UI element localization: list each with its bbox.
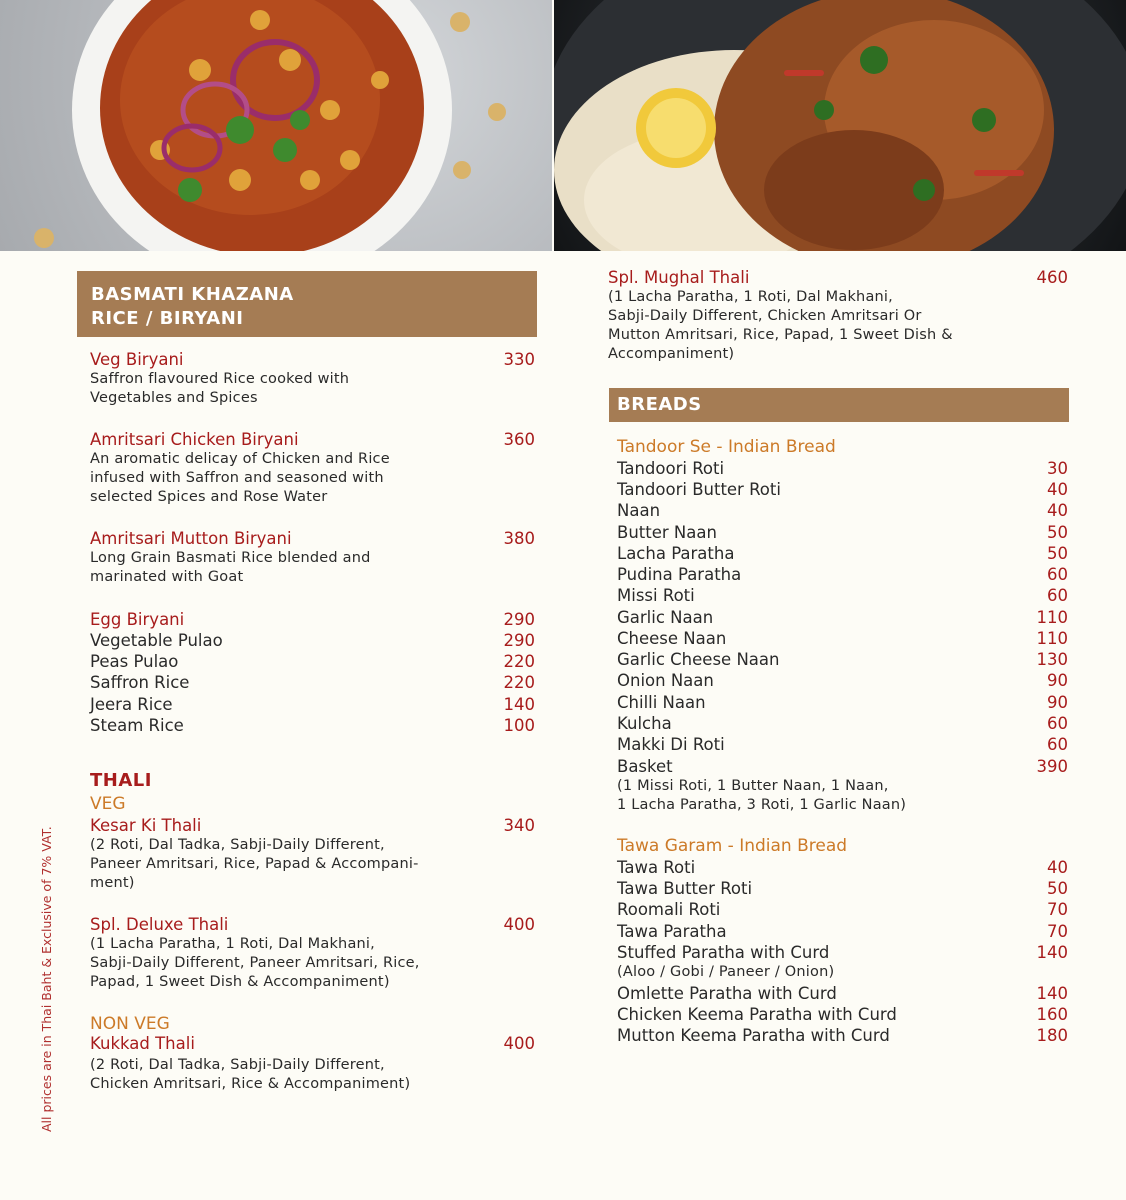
menu-item xyxy=(617,522,1068,543)
item-name: Basket xyxy=(617,757,673,776)
menu-item xyxy=(617,458,1068,479)
item-price: 400 xyxy=(503,915,535,934)
item-name: Chilli Naan xyxy=(617,693,706,712)
item-price: 290 xyxy=(503,610,535,629)
item-name: Stuffed Paratha with Curd xyxy=(617,943,830,962)
item-price: 50 xyxy=(1047,879,1068,898)
desc-line: (1 Missi Roti, 1 Butter Naan, 1 Naan, xyxy=(617,778,889,794)
item-price: 360 xyxy=(503,430,535,449)
menu-item xyxy=(617,585,1068,606)
item-price: 60 xyxy=(1047,714,1068,733)
item-name: Butter Naan xyxy=(617,523,717,542)
item-price: 130 xyxy=(1036,650,1068,669)
item-price: 40 xyxy=(1047,501,1068,520)
item-price: 140 xyxy=(503,695,535,714)
menu-item xyxy=(617,857,1068,878)
menu-item xyxy=(90,630,535,651)
item-price: 70 xyxy=(1047,900,1068,919)
item-name: Tawa Roti xyxy=(617,858,696,877)
menu-item xyxy=(617,1025,1068,1046)
menu-item xyxy=(90,1033,535,1054)
desc-line: An aromatic delicay of Chicken and Rice xyxy=(90,451,390,467)
item-name: Roomali Roti xyxy=(617,900,721,919)
desc-line: 1 Lacha Paratha, 3 Roti, 1 Garlic Naan) xyxy=(617,797,907,813)
header-photos xyxy=(0,0,1126,251)
item-name: Veg Biryani xyxy=(90,350,184,369)
desc-line: Vegetables and Spices xyxy=(90,390,258,406)
item-description xyxy=(608,288,953,364)
menu-item xyxy=(617,899,1068,920)
desc-line: Accompaniment) xyxy=(608,346,735,362)
menu-item xyxy=(617,1004,1068,1025)
menu-item xyxy=(617,564,1068,585)
item-name: Pudina Paratha xyxy=(617,565,742,584)
item-name: Lacha Paratha xyxy=(617,544,735,563)
desc-line: Sabji-Daily Different, Chicken Amritsari Or xyxy=(608,308,922,324)
menu-item xyxy=(617,756,1068,777)
item-price: 110 xyxy=(1036,629,1068,648)
item-name: Onion Naan xyxy=(617,671,714,690)
desc-line: Paneer Amritsari, Rice, Papad & Accompani- xyxy=(90,856,419,872)
item-name: Amritsari Mutton Biryani xyxy=(90,529,292,548)
item-name: Spl. Deluxe Thali xyxy=(90,915,229,934)
menu-item xyxy=(617,692,1068,713)
item-price: 380 xyxy=(503,529,535,548)
menu-item xyxy=(90,651,535,672)
item-price: 390 xyxy=(1036,757,1068,776)
item-name: Tandoori Butter Roti xyxy=(617,480,781,499)
desc-line: infused with Saffron and seasoned with xyxy=(90,470,384,486)
item-price: 40 xyxy=(1047,480,1068,499)
menu-item xyxy=(90,694,535,715)
item-price: 220 xyxy=(503,673,535,692)
item-description xyxy=(90,549,371,587)
item-price: 100 xyxy=(503,716,535,735)
item-name: Spl. Mughal Thali xyxy=(608,268,750,287)
menu-item xyxy=(617,543,1068,564)
stuffed-description: (Aloo / Gobi / Paneer / Onion) xyxy=(617,964,835,980)
menu-item xyxy=(617,734,1068,755)
thali-title: THALI xyxy=(90,770,152,791)
menu-item xyxy=(617,649,1068,670)
item-price: 180 xyxy=(1036,1026,1068,1045)
menu-item xyxy=(617,921,1068,942)
item-price: 330 xyxy=(503,350,535,369)
item-price: 30 xyxy=(1047,459,1068,478)
tandoor-subtitle: Tandoor Se - Indian Bread xyxy=(617,437,836,457)
breads-section-header: BREADS xyxy=(609,388,1069,422)
item-price: 60 xyxy=(1047,735,1068,754)
item-name: Amritsari Chicken Biryani xyxy=(90,430,299,449)
menu-item xyxy=(617,500,1068,521)
item-price: 70 xyxy=(1047,922,1068,941)
item-price: 460 xyxy=(1036,268,1068,287)
item-name: Missi Roti xyxy=(617,586,695,605)
desc-line: Papad, 1 Sweet Dish & Accompaniment) xyxy=(90,974,390,990)
desc-line: Saffron flavoured Rice cooked with xyxy=(90,371,350,387)
menu-item xyxy=(608,267,1068,288)
item-name: Cheese Naan xyxy=(617,629,727,648)
desc-line: Sabji-Daily Different, Paneer Amritsari, Rice, xyxy=(90,955,420,971)
menu-item xyxy=(617,479,1068,500)
desc-line: Long Grain Basmati Rice blended and xyxy=(90,550,371,566)
menu-item xyxy=(90,528,535,549)
item-price: 40 xyxy=(1047,858,1068,877)
item-description xyxy=(90,935,420,992)
menu-item xyxy=(90,349,535,370)
item-name: Chicken Keema Paratha with Curd xyxy=(617,1005,897,1024)
item-name: Makki Di Roti xyxy=(617,735,725,754)
menu-item xyxy=(617,670,1068,691)
menu-item xyxy=(90,715,535,736)
desc-line: marinated with Goat xyxy=(90,569,244,585)
item-price: 90 xyxy=(1047,693,1068,712)
desc-line: (1 Lacha Paratha, 1 Roti, Dal Makhani, xyxy=(608,289,893,305)
menu-item xyxy=(617,713,1068,734)
menu-item xyxy=(90,815,535,836)
basket-description xyxy=(617,777,906,815)
item-name: Kesar Ki Thali xyxy=(90,816,202,835)
item-price: 90 xyxy=(1047,671,1068,690)
biryani-photo xyxy=(554,0,1126,251)
item-price: 50 xyxy=(1047,544,1068,563)
item-description xyxy=(90,1056,410,1094)
item-name: Kukkad Thali xyxy=(90,1034,195,1053)
menu-item xyxy=(90,672,535,693)
menu-item xyxy=(617,628,1068,649)
rice-title-line2: RICE / BIRYANI xyxy=(91,308,244,329)
item-name: Jeera Rice xyxy=(90,695,173,714)
item-price: 290 xyxy=(503,631,535,650)
desc-line: Chicken Amritsari, Rice & Accompaniment) xyxy=(90,1076,411,1092)
item-name: Mutton Keema Paratha with Curd xyxy=(617,1026,890,1045)
item-name: Vegetable Pulao xyxy=(90,631,223,650)
vat-note: All prices are in Thai Baht & Exclusive of 7% VAT. xyxy=(39,826,54,1132)
item-name: Naan xyxy=(617,501,661,520)
item-price: 110 xyxy=(1036,608,1068,627)
rice-title-line1: BASMATI KHAZANA xyxy=(91,284,294,305)
item-name: Garlic Naan xyxy=(617,608,714,627)
desc-line: (1 Lacha Paratha, 1 Roti, Dal Makhani, xyxy=(90,936,375,952)
desc-line: selected Spices and Rose Water xyxy=(90,489,328,505)
item-price: 60 xyxy=(1047,565,1068,584)
desc-line: (2 Roti, Dal Tadka, Sabji-Daily Different, xyxy=(90,837,385,853)
item-price: 400 xyxy=(503,1034,535,1053)
item-price: 160 xyxy=(1036,1005,1068,1024)
chana-masala-photo xyxy=(0,0,552,251)
menu-item xyxy=(90,429,535,450)
tawa-subtitle: Tawa Garam - Indian Bread xyxy=(617,836,848,856)
item-price: 140 xyxy=(1036,943,1068,962)
item-price: 60 xyxy=(1047,586,1068,605)
item-price: 340 xyxy=(503,816,535,835)
desc-line: (2 Roti, Dal Tadka, Sabji-Daily Different, xyxy=(90,1057,385,1073)
rice-section-header xyxy=(77,271,537,337)
item-name: Egg Biryani xyxy=(90,610,185,629)
item-name: Saffron Rice xyxy=(90,673,190,692)
item-name: Tawa Butter Roti xyxy=(617,879,753,898)
desc-line: Mutton Amritsari, Rice, Papad, 1 Sweet Dish & xyxy=(608,327,953,343)
item-name: Steam Rice xyxy=(90,716,184,735)
item-description xyxy=(90,370,349,408)
item-price: 50 xyxy=(1047,523,1068,542)
item-price: 140 xyxy=(1036,984,1068,1003)
item-price: 220 xyxy=(503,652,535,671)
menu-item xyxy=(90,609,535,630)
item-description xyxy=(90,450,390,507)
menu-item xyxy=(617,878,1068,899)
menu-item xyxy=(617,607,1068,628)
item-name: Peas Pulao xyxy=(90,652,179,671)
item-name: Omlette Paratha with Curd xyxy=(617,984,837,1003)
nonveg-label: NON VEG xyxy=(90,1014,170,1034)
item-name: Tandoori Roti xyxy=(617,459,725,478)
item-name: Garlic Cheese Naan xyxy=(617,650,780,669)
menu-item xyxy=(90,914,535,935)
menu-item xyxy=(617,983,1068,1004)
desc-line: ment) xyxy=(90,875,135,891)
item-name: Kulcha xyxy=(617,714,672,733)
menu-item xyxy=(617,942,1068,963)
veg-label: VEG xyxy=(90,794,126,814)
item-name: Tawa Paratha xyxy=(617,922,727,941)
item-description xyxy=(90,836,419,893)
